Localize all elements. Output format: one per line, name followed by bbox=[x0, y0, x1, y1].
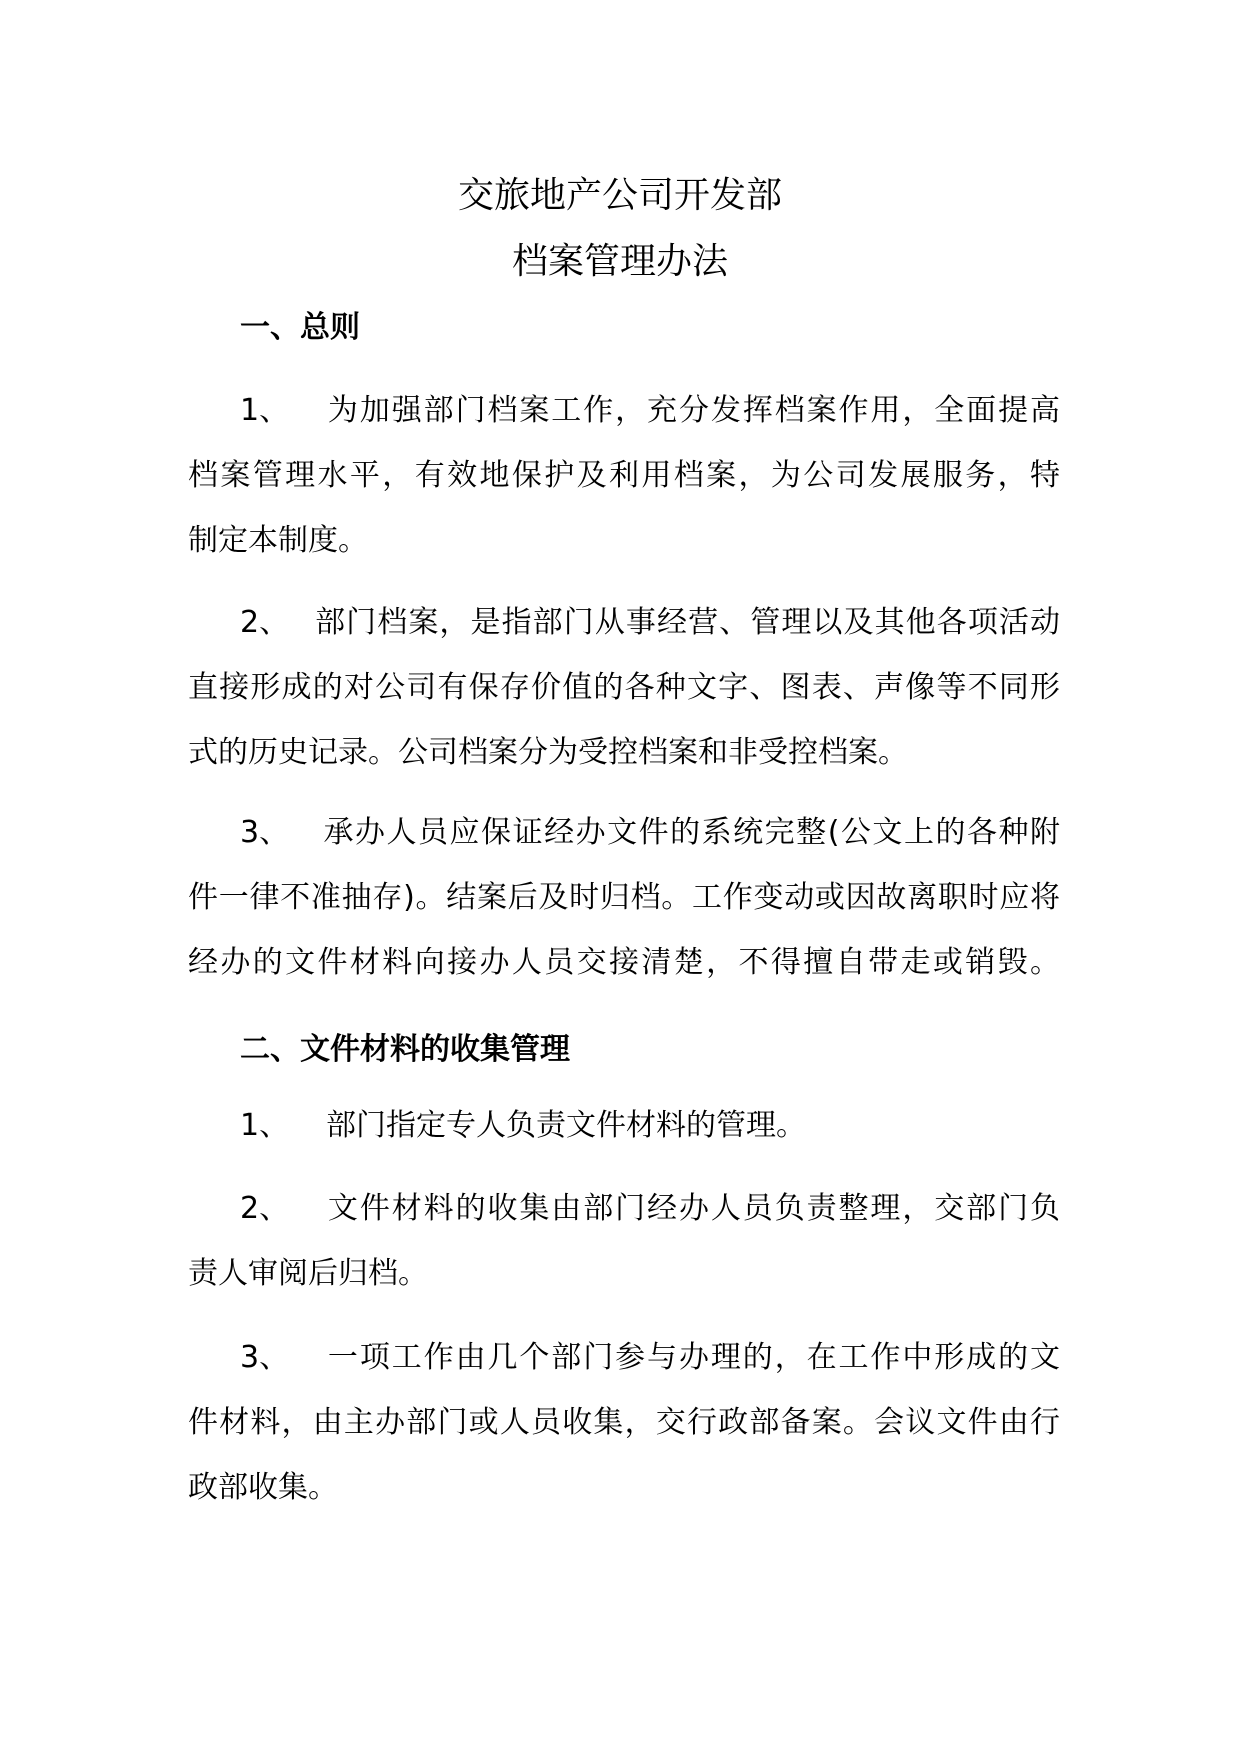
paragraph-general-1 bbox=[188, 378, 1060, 573]
item-number: 3、 bbox=[240, 815, 290, 850]
paragraph-line bbox=[188, 800, 1060, 865]
line-text: 文件材料的收集由部门经办人员负责整理，交部门负 bbox=[326, 1191, 1060, 1226]
paragraph-collection-2 bbox=[188, 1176, 1060, 1306]
paragraph-line: 件一律不准抽存)。结案后及时归档。工作变动或因故离职时应将 bbox=[188, 880, 1060, 915]
line-text: 一项工作由几个部门参与办理的，在工作中形成的文 bbox=[326, 1340, 1060, 1375]
paragraph-collection-1 bbox=[188, 1093, 1060, 1158]
line-text: 部门档案，是指部门从事经营、管理以及其他各项活动 bbox=[314, 605, 1060, 640]
paragraph-line: 责人审阅后归档。 bbox=[188, 1256, 428, 1291]
line-text: 部门指定专人负责文件材料的管理。 bbox=[326, 1108, 806, 1143]
paragraph-line bbox=[188, 1176, 1060, 1241]
section-heading-general: 一、总则 bbox=[240, 310, 360, 345]
line-text: 为加强部门档案工作，充分发挥档案作用，全面提高 bbox=[326, 393, 1060, 428]
paragraph-line: 直接形成的对公司有保存价值的各种文字、图表、声像等不同形 bbox=[188, 670, 1060, 705]
paragraph-line: 制定本制度。 bbox=[188, 523, 368, 558]
paragraph-line: 件材料，由主办部门或人员收集，交行政部备案。会议文件由行 bbox=[188, 1405, 1060, 1440]
item-number: 2、 bbox=[240, 1191, 290, 1226]
document-title-line2: 档案管理办法 bbox=[511, 241, 728, 282]
item-number: 1、 bbox=[240, 1108, 290, 1143]
paragraph-line: 经办的文件材料向接办人员交接清楚，不得擅自带走或销毁。 bbox=[188, 945, 1060, 980]
paragraph-line bbox=[188, 1325, 1060, 1390]
line-text: 承办人员应保证经办文件的系统完整(公文上的各种附 bbox=[322, 815, 1060, 850]
item-number: 1、 bbox=[240, 393, 290, 428]
item-number: 3、 bbox=[240, 1340, 290, 1375]
section-heading-collection: 二、文件材料的收集管理 bbox=[240, 1032, 570, 1067]
paragraph-collection-3 bbox=[188, 1325, 1060, 1520]
paragraph-line bbox=[188, 1093, 1060, 1158]
item-number: 2、 bbox=[240, 605, 290, 640]
paragraph-line: 式的历史记录。公司档案分为受控档案和非受控档案。 bbox=[188, 735, 908, 770]
paragraph-line bbox=[188, 378, 1060, 443]
paragraph-line: 档案管理水平，有效地保护及利用档案，为公司发展服务，特 bbox=[188, 458, 1060, 493]
paragraph-line: 政部收集。 bbox=[188, 1470, 338, 1505]
document-title-line1: 交旅地产公司开发部 bbox=[457, 175, 782, 216]
paragraph-line bbox=[188, 590, 1060, 655]
paragraph-general-2 bbox=[188, 590, 1060, 785]
paragraph-general-3 bbox=[188, 800, 1060, 995]
